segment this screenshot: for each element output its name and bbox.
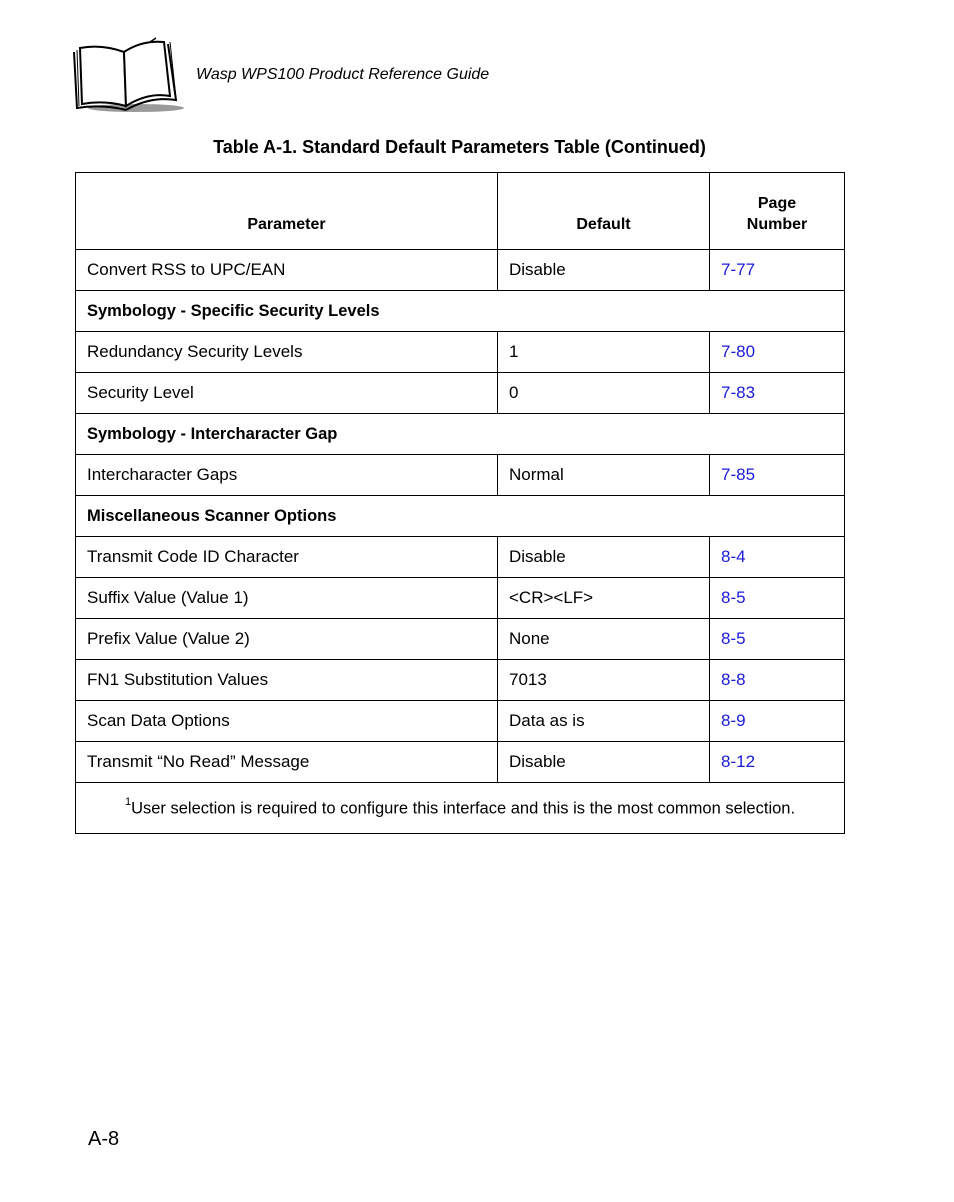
default-cell: <CR><LF> bbox=[498, 578, 710, 619]
page-link[interactable]: 7-85 bbox=[721, 465, 756, 484]
page-link[interactable]: 8-8 bbox=[721, 670, 746, 689]
column-header-parameter: Parameter bbox=[76, 173, 498, 250]
page-number: A-8 bbox=[88, 1128, 120, 1150]
default-cell: Data as is bbox=[498, 701, 710, 742]
parameter-cell: Transmit “No Read” Message bbox=[76, 742, 498, 783]
table-row bbox=[76, 455, 845, 496]
default-cell: 1 bbox=[498, 332, 710, 373]
page-cell bbox=[710, 455, 845, 496]
column-header-default: Default bbox=[498, 173, 710, 250]
section-heading: Symbology - Intercharacter Gap bbox=[76, 414, 845, 455]
parameter-cell: Transmit Code ID Character bbox=[76, 537, 498, 578]
table-caption: Table A-1. Standard Default Parameters Table (Continued) bbox=[213, 137, 706, 157]
parameter-cell: Security Level bbox=[76, 373, 498, 414]
page-cell bbox=[710, 373, 845, 414]
table-header-row bbox=[76, 173, 845, 250]
default-cell: Disable bbox=[498, 742, 710, 783]
table-row bbox=[76, 578, 845, 619]
parameter-cell: Suffix Value (Value 1) bbox=[76, 578, 498, 619]
parameter-cell: FN1 Substitution Values bbox=[76, 660, 498, 701]
page-cell bbox=[710, 660, 845, 701]
table-row bbox=[76, 373, 845, 414]
header-title: Wasp WPS100 Product Reference Guide bbox=[196, 66, 490, 83]
parameter-cell: Prefix Value (Value 2) bbox=[76, 619, 498, 660]
page-link[interactable]: 8-9 bbox=[721, 711, 746, 730]
page-cell bbox=[710, 537, 845, 578]
parameter-cell: Redundancy Security Levels bbox=[76, 332, 498, 373]
open-book-icon bbox=[70, 34, 188, 116]
page-cell bbox=[710, 250, 845, 291]
page-link[interactable]: 8-4 bbox=[721, 547, 746, 566]
parameter-cell: Scan Data Options bbox=[76, 701, 498, 742]
page-cell bbox=[710, 332, 845, 373]
default-cell: None bbox=[498, 619, 710, 660]
section-row bbox=[76, 496, 845, 537]
table-row bbox=[76, 660, 845, 701]
page-cell bbox=[710, 578, 845, 619]
page-link[interactable]: 8-5 bbox=[721, 588, 746, 607]
page-cell bbox=[710, 701, 845, 742]
footnote bbox=[76, 783, 845, 834]
page-link[interactable]: 8-5 bbox=[721, 629, 746, 648]
parameter-cell: Convert RSS to UPC/EAN bbox=[76, 250, 498, 291]
page-link[interactable]: 7-83 bbox=[721, 383, 756, 402]
section-row bbox=[76, 291, 845, 332]
parameters-table bbox=[75, 172, 845, 834]
footnote-text: User selection is required to configure this interface and this is the most common selection. bbox=[131, 799, 796, 818]
page-link[interactable]: 7-77 bbox=[721, 260, 756, 279]
table-row bbox=[76, 742, 845, 783]
column-header-page-line1: Page bbox=[757, 195, 797, 212]
section-row bbox=[76, 414, 845, 455]
page-cell bbox=[710, 619, 845, 660]
table-row bbox=[76, 619, 845, 660]
table-row bbox=[76, 701, 845, 742]
footnote-marker: 1 bbox=[124, 795, 132, 808]
footnote-row bbox=[76, 783, 845, 834]
page-link[interactable]: 7-80 bbox=[721, 342, 756, 361]
table-row bbox=[76, 332, 845, 373]
default-cell: Disable bbox=[498, 250, 710, 291]
table-row bbox=[76, 250, 845, 291]
section-heading: Symbology - Specific Security Levels bbox=[76, 291, 845, 332]
default-cell: 7013 bbox=[498, 660, 710, 701]
default-cell: Disable bbox=[498, 537, 710, 578]
default-cell: Normal bbox=[498, 455, 710, 496]
section-heading: Miscellaneous Scanner Options bbox=[76, 496, 845, 537]
default-cell: 0 bbox=[498, 373, 710, 414]
page-link[interactable]: 8-12 bbox=[721, 752, 756, 771]
column-header-page-line2: Number bbox=[746, 216, 808, 233]
table-row bbox=[76, 537, 845, 578]
parameter-cell: Intercharacter Gaps bbox=[76, 455, 498, 496]
column-header-page-number bbox=[710, 173, 845, 250]
page-cell bbox=[710, 742, 845, 783]
